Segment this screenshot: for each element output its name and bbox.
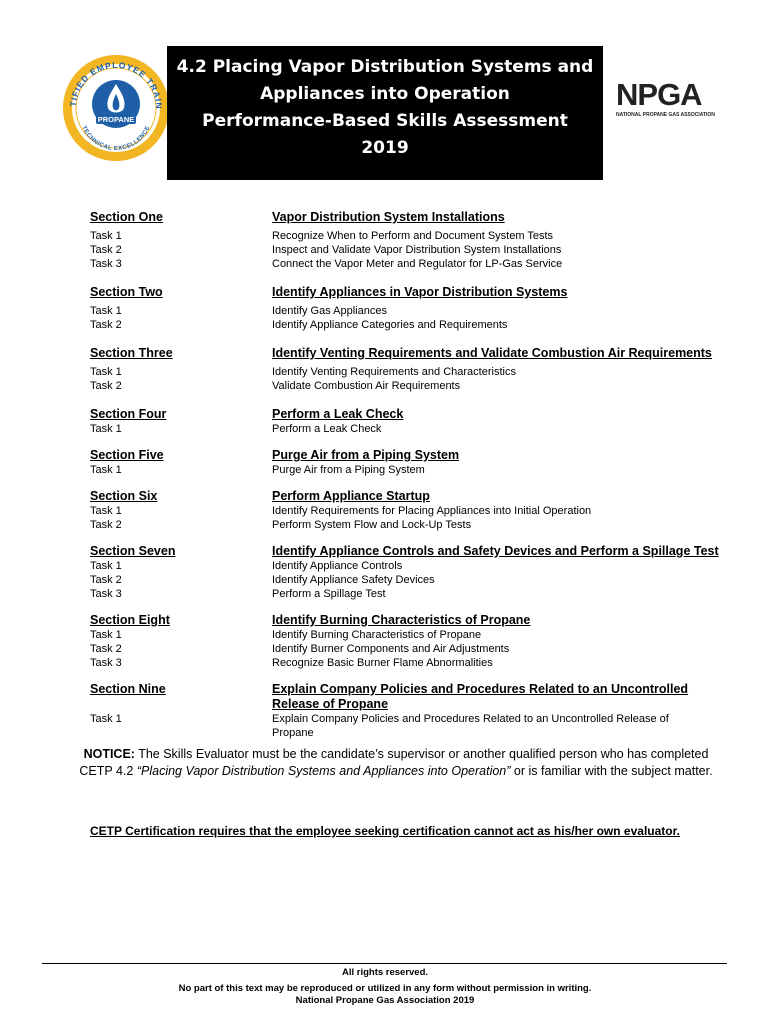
task-row xyxy=(90,318,730,332)
section-one xyxy=(90,210,730,271)
task-label: Task 2 xyxy=(90,643,122,655)
section-heading: Identify Burning Characteristics of Propane xyxy=(272,613,531,627)
task-description: Purge Air from a Piping System xyxy=(272,464,425,476)
section-heading: Perform Appliance Startup xyxy=(272,489,430,503)
footer-rights: All rights reserved. xyxy=(341,967,429,978)
footer-permission: No part of this text may be reproduced or utilized in any form without permission in writing. xyxy=(178,983,592,994)
task-label: Task 3 xyxy=(90,588,122,600)
task-description: Perform a Leak Check xyxy=(272,423,382,435)
section-heading: Identify Appliance Controls and Safety Devices and Perform a Spillage Test xyxy=(272,544,719,558)
task-row xyxy=(90,229,730,243)
task-label: Task 1 xyxy=(90,713,122,725)
task-description: Identify Appliance Controls xyxy=(272,560,403,572)
task-description: Identify Requirements for Placing Appliances into Initial Operation xyxy=(272,505,592,517)
section-title: Section Four xyxy=(90,407,167,421)
task-row xyxy=(90,712,730,740)
footer-copyright: National Propane Gas Association 2019 xyxy=(295,995,475,1006)
task-row xyxy=(90,379,730,393)
section-seven xyxy=(90,544,730,601)
section-heading: Vapor Distribution System Installations xyxy=(272,210,505,224)
section-three xyxy=(90,346,730,393)
npga-logo-mark: NPGA xyxy=(616,77,702,112)
task-description: Identify Burner Components and Air Adjustments xyxy=(272,643,510,655)
notice-paragraph xyxy=(66,746,726,780)
task-description: Recognize When to Perform and Document System Tests xyxy=(272,230,554,242)
task-description: Perform System Flow and Lock-Up Tests xyxy=(272,519,472,531)
task-row xyxy=(90,587,730,601)
section-five xyxy=(90,448,730,477)
section-six xyxy=(90,489,730,532)
task-label: Task 1 xyxy=(90,464,122,476)
section-heading: Identify Appliances in Vapor Distribution Systems xyxy=(272,285,568,299)
notice-text: The Skills Evaluator must be the candidate’s supervisor or another qualified person who has completed CETP 4.2 xyxy=(79,747,709,778)
section-nine xyxy=(90,682,730,740)
task-label: Task 1 xyxy=(90,629,122,641)
section-eight xyxy=(90,613,730,670)
section-heading: Explain Company Policies and Procedures Related to an Uncontrolled Release of Propane xyxy=(272,682,689,711)
task-description: Identify Burning Characteristics of Propane xyxy=(272,629,482,641)
task-label: Task 1 xyxy=(90,423,122,435)
task-description: Identify Appliance Categories and Requirements xyxy=(272,319,508,331)
notice-course-title: “Placing Vapor Distribution Systems and Appliances into Operation” xyxy=(136,764,511,778)
npga-logo-subtitle: NATIONAL PROPANE GAS ASSOCIATION xyxy=(616,112,715,118)
npga-logo xyxy=(616,77,716,122)
task-label: Task 1 xyxy=(90,505,122,517)
section-heading: Identify Venting Requirements and Validate Combustion Air Requirements xyxy=(272,346,712,360)
task-row xyxy=(90,422,730,436)
section-title: Section Three xyxy=(90,346,173,360)
section-heading: Perform a Leak Check xyxy=(272,407,404,421)
task-row xyxy=(90,628,730,642)
footer xyxy=(60,967,710,1007)
task-label: Task 3 xyxy=(90,258,122,270)
task-row xyxy=(90,243,730,257)
task-description: Inspect and Validate Vapor Distribution System Installations xyxy=(272,244,562,256)
task-description: Identify Venting Requirements and Characteristics xyxy=(272,366,516,378)
section-title: Section Six xyxy=(90,489,158,503)
task-row xyxy=(90,518,730,532)
cetp-seal-logo xyxy=(60,52,172,164)
section-two xyxy=(90,285,730,332)
section-four xyxy=(90,407,730,436)
task-row xyxy=(90,504,730,518)
title-line-1: 4.2 Placing Vapor Distribution Systems and xyxy=(176,57,594,77)
cetp-certification-statement: CETP Certification requires that the employee seeking certification cannot act as his/her own evaluator. xyxy=(90,824,680,838)
section-heading: Purge Air from a Piping System xyxy=(272,448,460,462)
task-description: Perform a Spillage Test xyxy=(272,588,386,600)
task-description: Identify Gas Appliances xyxy=(272,305,387,317)
task-row xyxy=(90,642,730,656)
task-label: Task 2 xyxy=(90,574,122,586)
title-line-3: Performance-Based Skills Assessment xyxy=(202,111,568,131)
seal-center-text: PROPANE xyxy=(97,115,135,124)
task-row xyxy=(90,573,730,587)
task-row xyxy=(90,656,730,670)
section-title: Section Five xyxy=(90,448,164,462)
task-description: Connect the Vapor Meter and Regulator for LP-Gas Service xyxy=(272,258,563,270)
task-row xyxy=(90,304,730,318)
task-label: Task 1 xyxy=(90,560,122,572)
sections-list xyxy=(90,210,730,740)
document-title-box xyxy=(167,46,603,180)
task-description: Identify Appliance Safety Devices xyxy=(272,574,435,586)
task-label: Task 1 xyxy=(90,230,122,242)
task-label: Task 2 xyxy=(90,519,122,531)
task-label: Task 2 xyxy=(90,244,122,256)
task-description: Recognize Basic Burner Flame Abnormalities xyxy=(272,657,493,669)
seal-bottom-text: TECHNICAL EXCELLENCE xyxy=(80,125,152,153)
seal-ring-text: TIFIED EMPLOYEE TRAIN xyxy=(67,59,165,110)
notice-text-end: or is familiar with the subject matter. xyxy=(510,764,713,778)
section-title: Section Nine xyxy=(90,682,166,696)
task-label: Task 1 xyxy=(90,305,122,317)
task-description: Explain Company Policies and Procedures Related to an Uncontrolled Release of Propane xyxy=(272,713,669,739)
task-row xyxy=(90,463,730,477)
task-label: Task 1 xyxy=(90,366,122,378)
section-title: Section Two xyxy=(90,285,163,299)
task-description: Validate Combustion Air Requirements xyxy=(272,380,461,392)
title-line-2: Appliances into Operation xyxy=(260,84,510,104)
notice-label: NOTICE: xyxy=(83,747,135,761)
task-label: Task 2 xyxy=(90,380,122,392)
section-title: Section Eight xyxy=(90,613,170,627)
title-line-4: 2019 xyxy=(361,138,409,158)
task-row xyxy=(90,559,730,573)
task-row xyxy=(90,365,730,379)
section-title: Section One xyxy=(90,210,163,224)
task-label: Task 3 xyxy=(90,657,122,669)
task-label: Task 2 xyxy=(90,319,122,331)
section-title: Section Seven xyxy=(90,544,176,558)
footer-divider xyxy=(42,963,727,964)
task-row xyxy=(90,257,730,271)
